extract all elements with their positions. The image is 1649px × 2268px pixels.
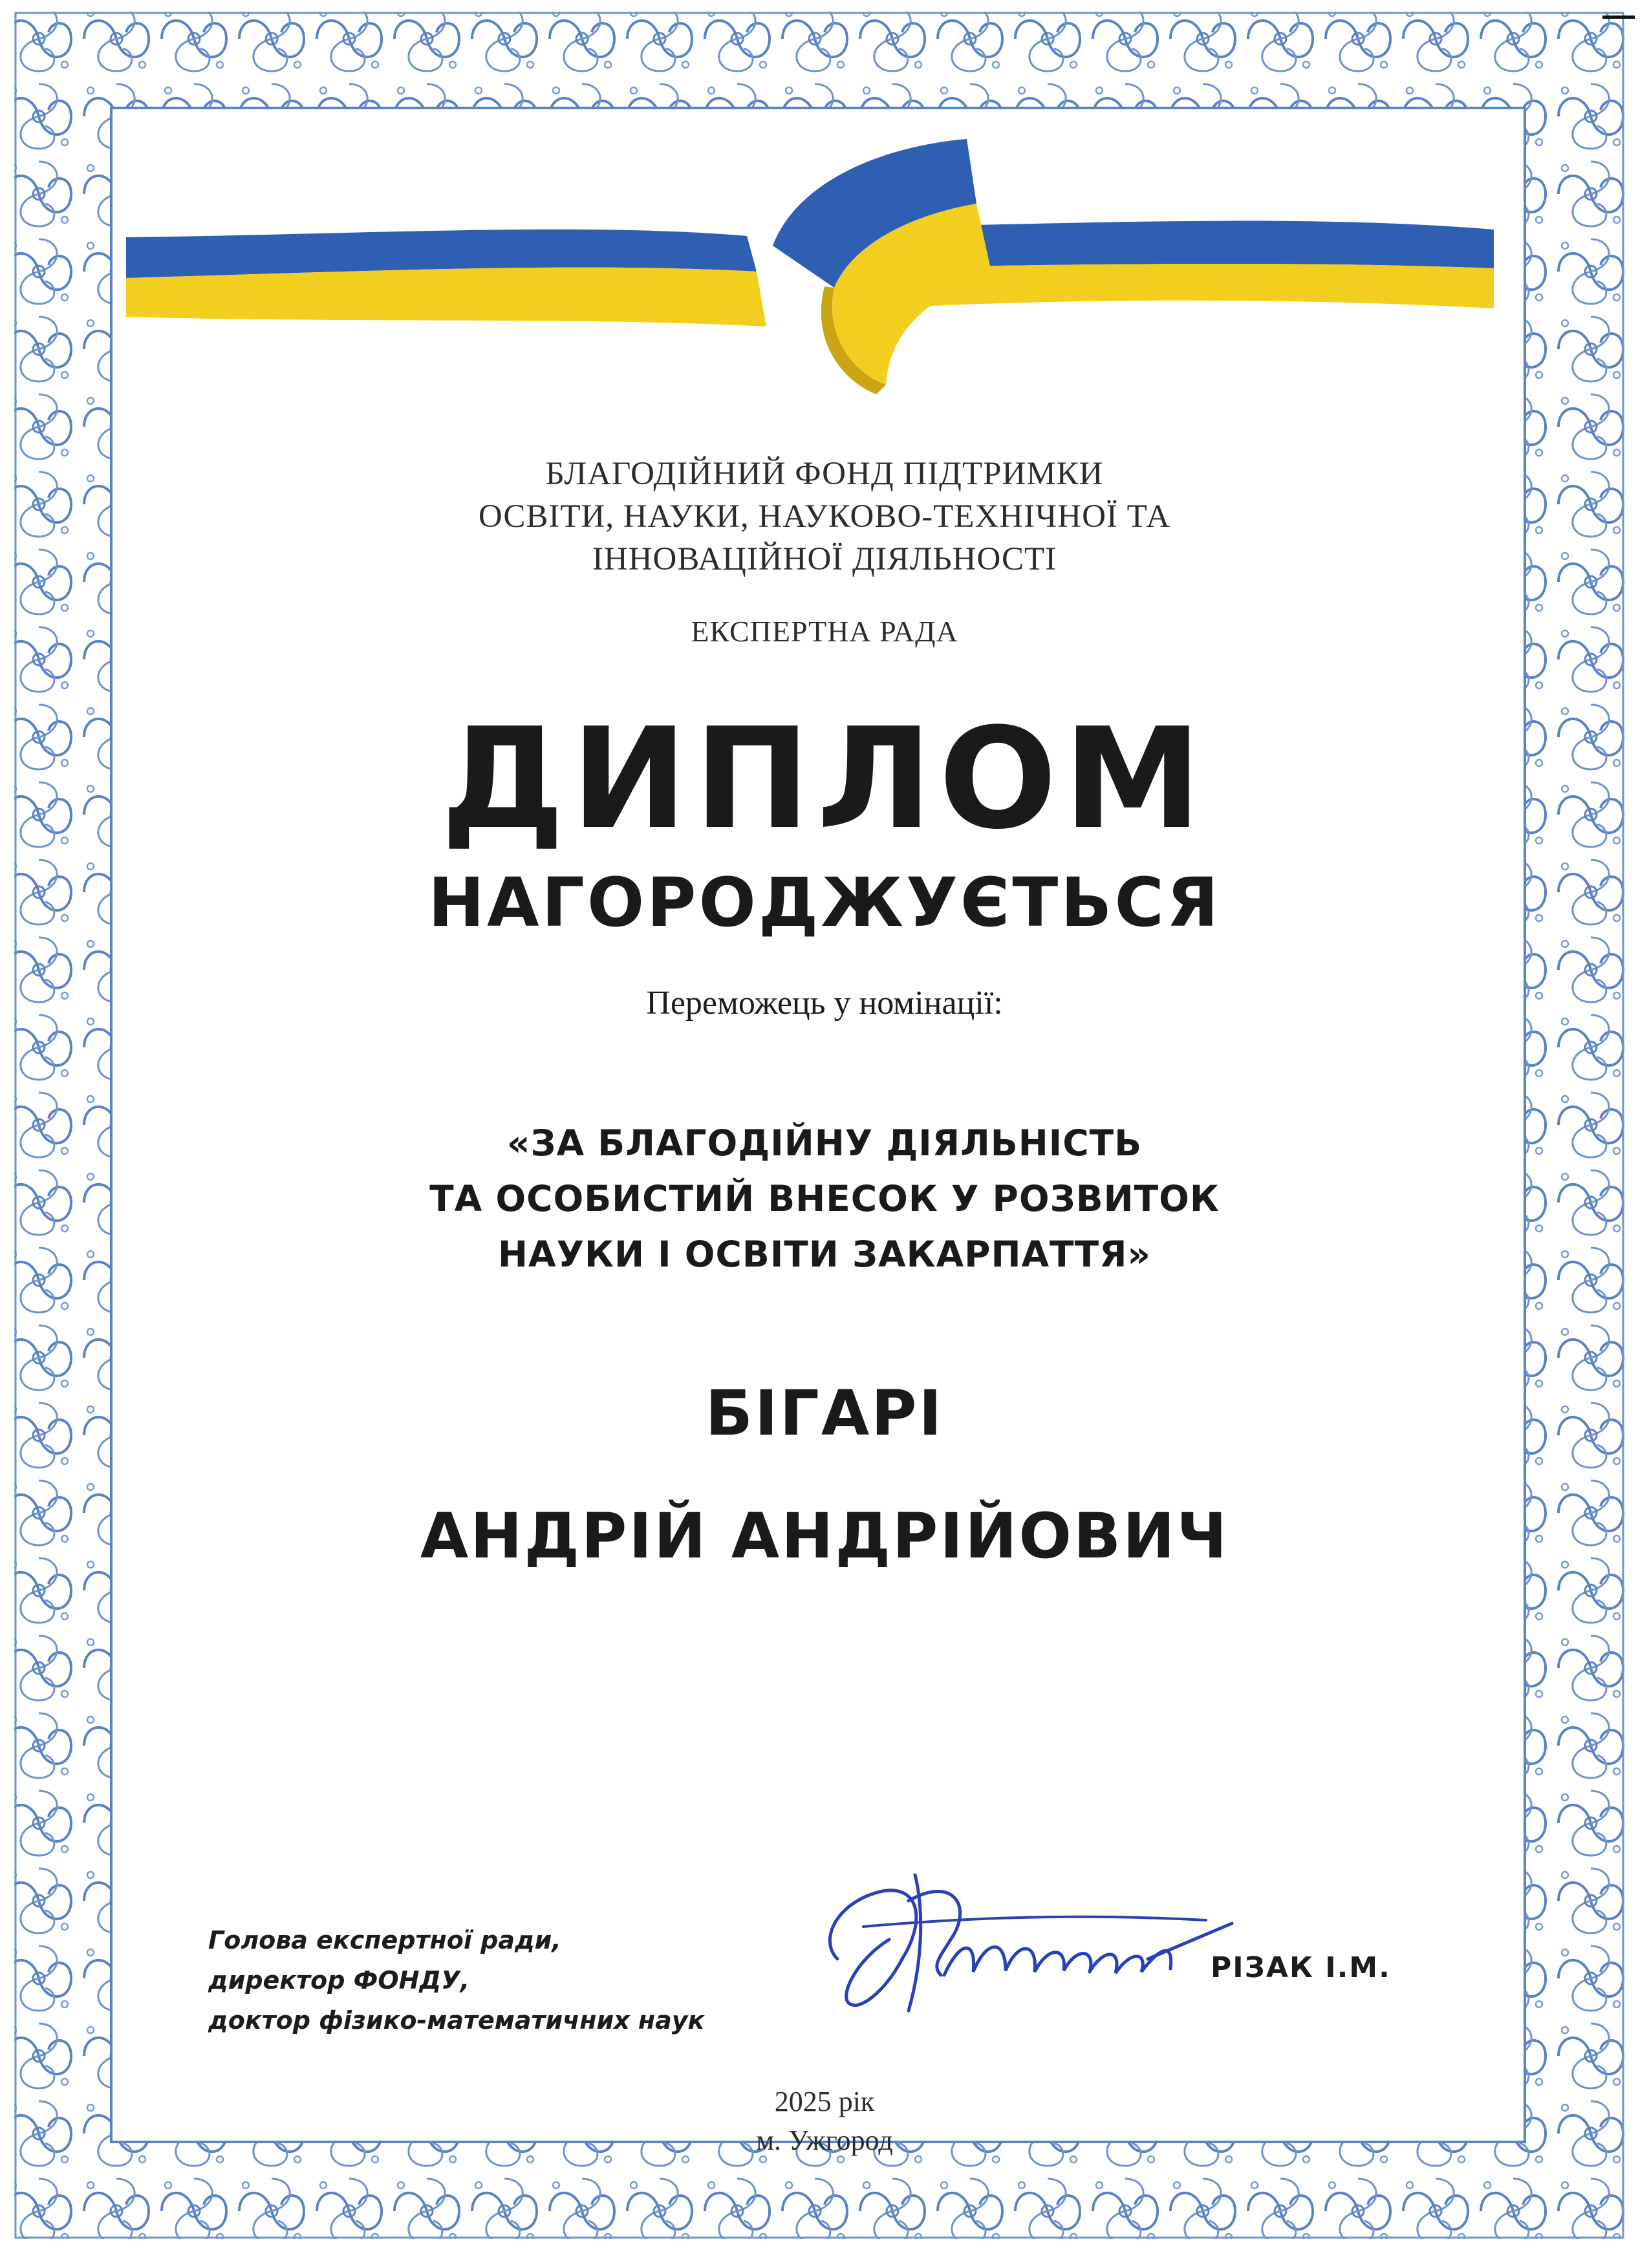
winner-label: Переможець у номінації: (646, 985, 1003, 1022)
issue-year: 2025 рік (774, 2086, 875, 2117)
signatory-name: РІЗАК І.М. (1211, 1951, 1391, 1984)
flag-ribbon-image (126, 139, 1494, 398)
signatory-title-line: Голова експертної ради, (208, 1926, 561, 1954)
signatory-title-line: доктор фізико-математичних наук (208, 2006, 705, 2035)
nomination-line: «ЗА БЛАГОДІЙНУ ДІЯЛЬНІСТЬ (506, 1122, 1143, 1164)
handwritten-signature (812, 1862, 1238, 2037)
diploma-title: ДИПЛОМ (440, 698, 1209, 860)
awarded-heading: НАГОРОДЖУЄТЬСЯ (428, 863, 1221, 942)
nomination-line: ТА ОСОБИСТИЙ ВНЕСОК У РОЗВИТОК (429, 1178, 1220, 1219)
organization-line: БЛАГОДІЙНИЙ ФОНД ПІДТРИМКИ (545, 456, 1104, 492)
issue-city: м. Ужгород (756, 2124, 893, 2156)
organization-line: ОСВІТИ, НАУКИ, НАУКОВО-ТЕХНІЧНОЇ ТА (478, 498, 1171, 535)
recipient-given-names: АНДРІЙ АНДРІЙОВИЧ (420, 1500, 1229, 1572)
organization-line: ІННОВАЦІЙНОЇ ДІЯЛЬНОСТІ (592, 541, 1057, 577)
signatory-titles (208, 1920, 704, 2040)
nomination-line: НАУКИ І ОСВІТИ ЗАКАРПАТТЯ» (498, 1234, 1151, 1275)
expert-council-label: ЕКСПЕРТНА РАДА (691, 615, 958, 648)
recipient-surname: БІГАРІ (705, 1377, 944, 1450)
organization-heading (0, 453, 1649, 581)
scan-mark (1602, 16, 1635, 19)
signatory-title-line: директор ФОНДУ, (208, 1966, 470, 1995)
nomination-block (0, 1115, 1649, 1282)
